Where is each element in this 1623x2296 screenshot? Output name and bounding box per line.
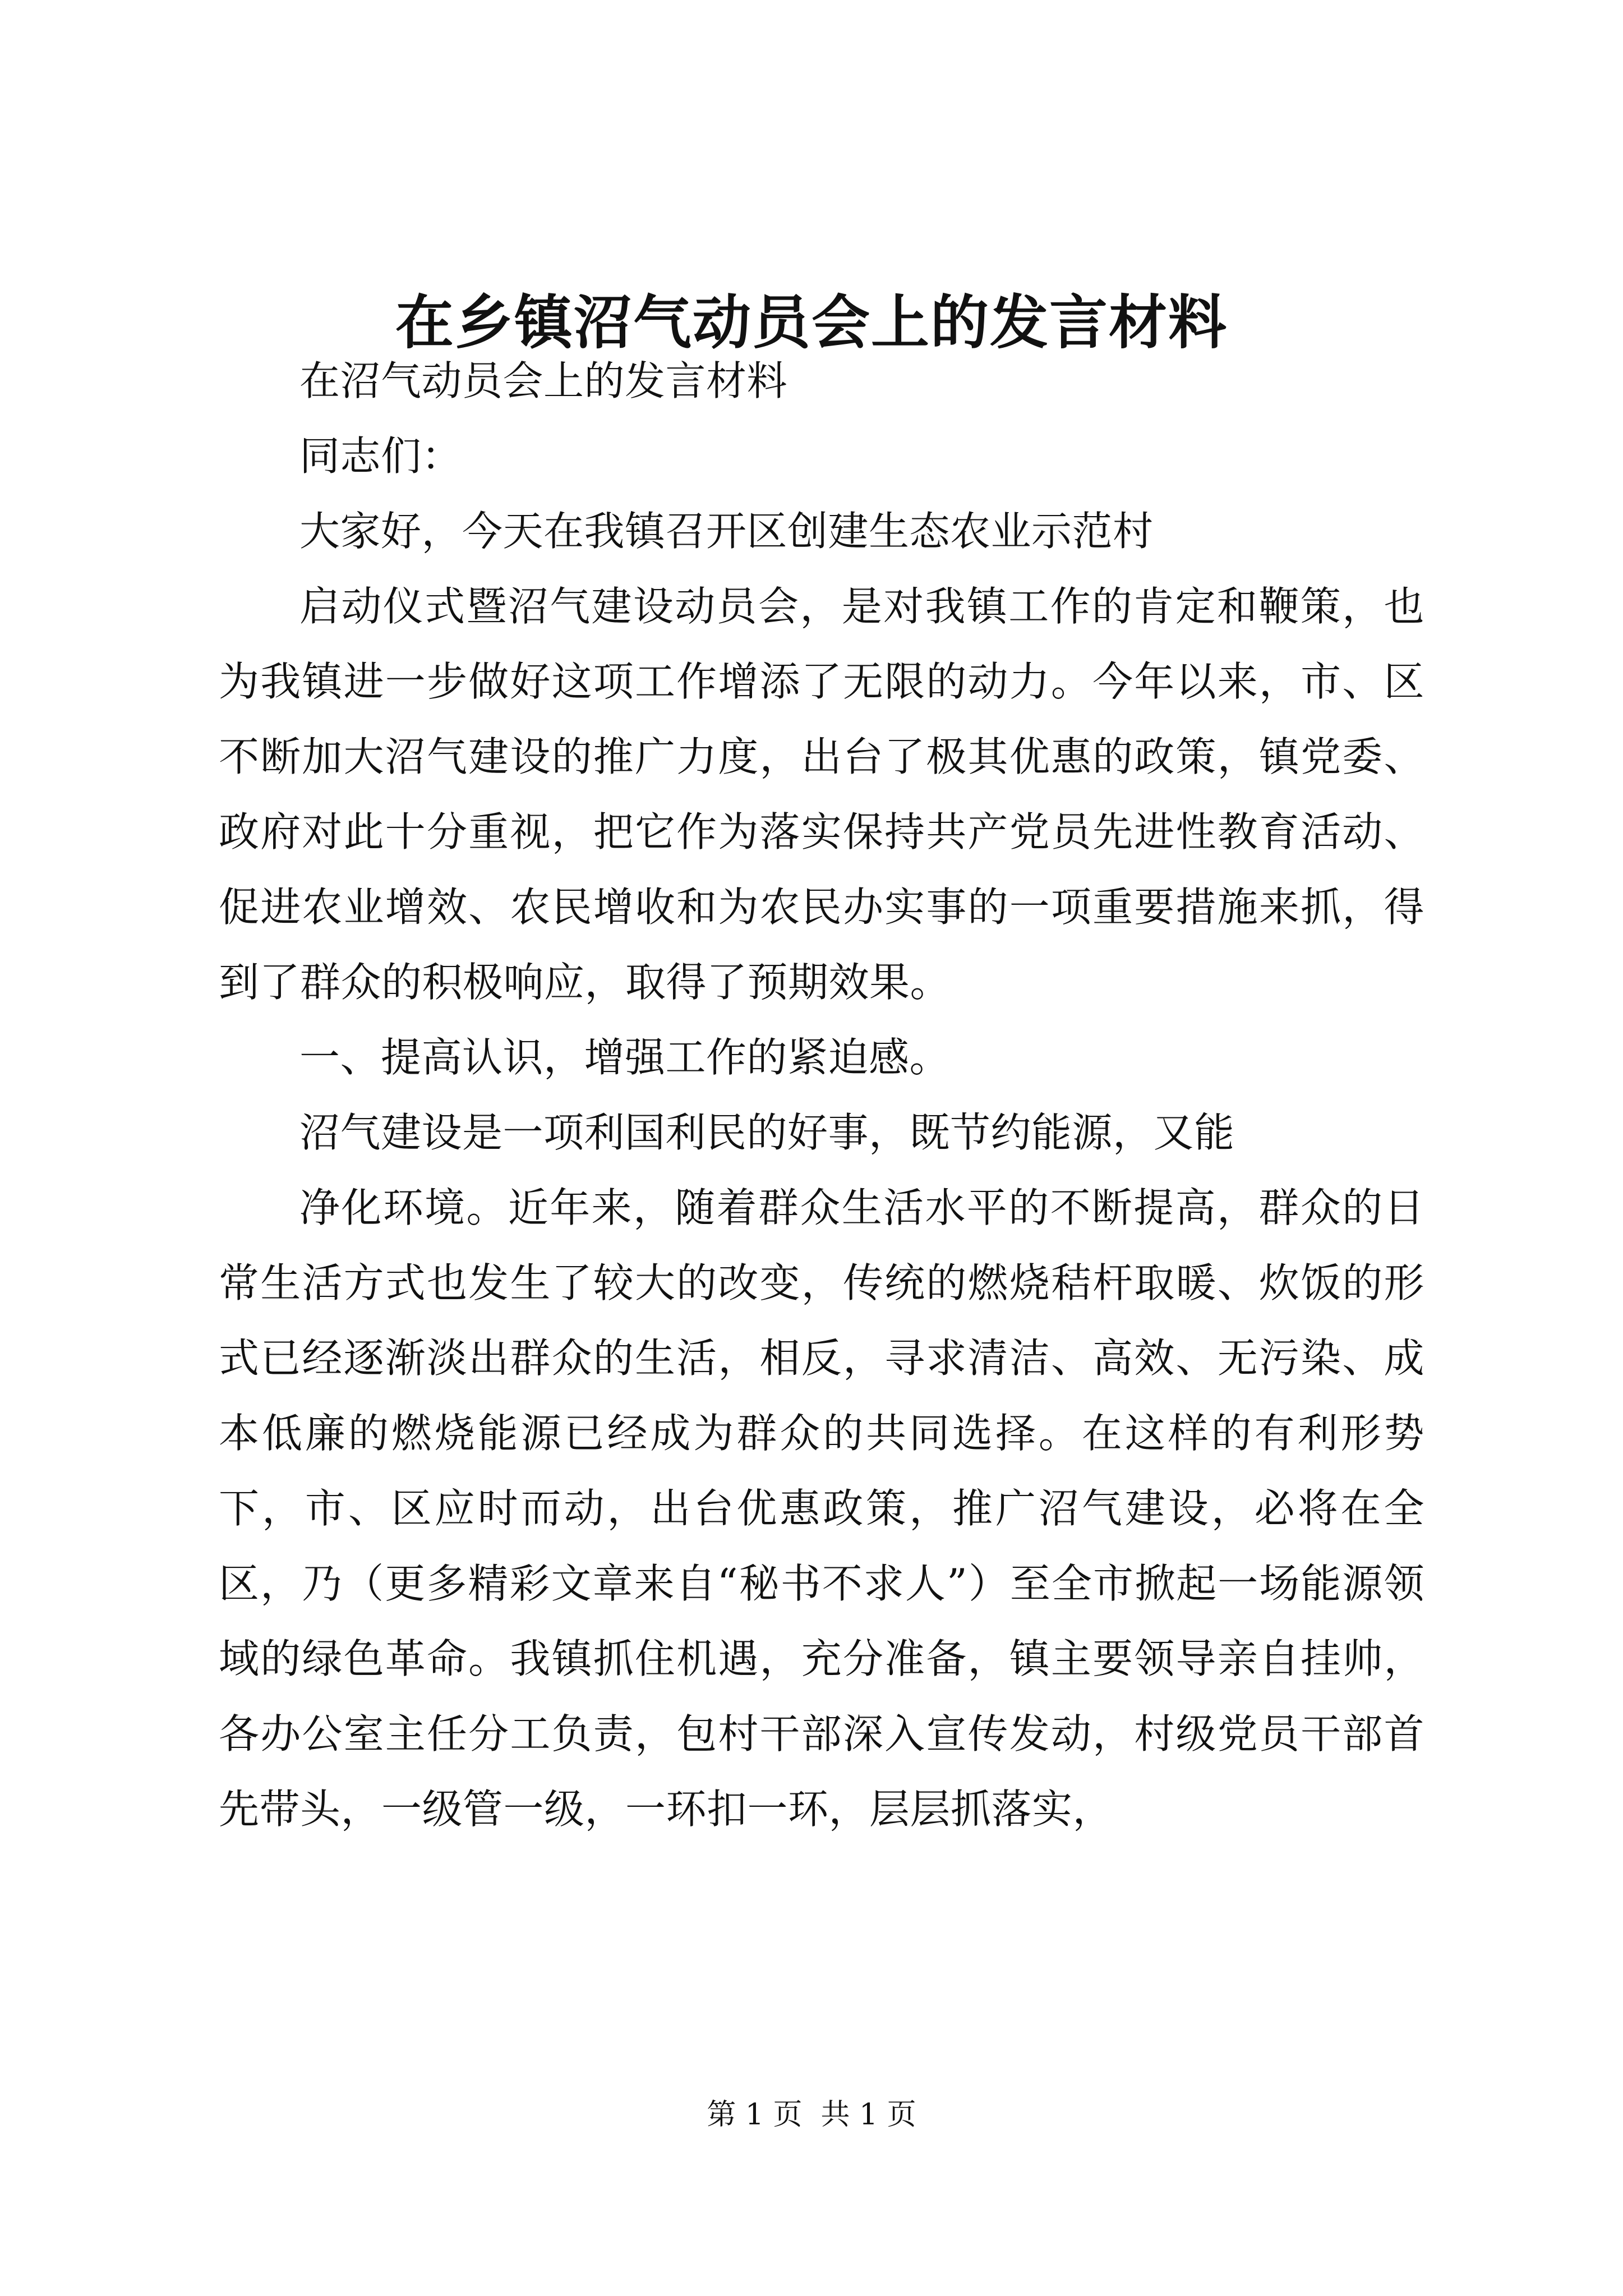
page-footer xyxy=(0,2095,1623,2134)
paragraph-subtitle: 在沼气动员会上的发言材料 xyxy=(299,357,788,404)
page-number-label: 第 1 页 共 1 页 xyxy=(707,2098,916,2132)
paragraph-section-1-body: 净化环境。近年来，随着群众生活水平的不断提高，群众的日常生活方式也发生了较大的改变，传统的燃烧秸杆取暖、炊饭的形式已经逐渐淡出群众的生活，相反，寻求清洁、高效、无污染、成本低廉的燃烧能源已经成为群众的共同选择。在这样的有利形势下，市、区应时而动，出台优惠政策，推广沼气建设，必将在全区，乃（更多精彩文章来自“秘书不求人”）至全市掀起一场能源领域的绿色革命。我镇抓住机遇，充分准备，镇主要领导亲自挂帅，各办公室主任分工负责，包村干部深入宣传发动，村级党员干部首先带头，一级管一级，一环扣一环，层层抓落实， xyxy=(219,1184,1424,1833)
document-title: 在乡镇沼气动员会上的发言材料 xyxy=(395,288,1228,357)
paragraph-section-1-lead: 沼气建设是一项利国利民的好事，既节约能源，又能 xyxy=(299,1109,1235,1156)
paragraph-salutation: 同志们： xyxy=(299,432,463,480)
document-body xyxy=(219,343,1424,1847)
paragraph-intro: 启动仪式暨沼气建设动员会，是对我镇工作的肯定和鞭策，也为我镇进一步做好这项工作增添了无限的动力。今年以来，市、区不断加大沼气建设的推广力度，出台了极其优惠的政策，镇党委、政府对此十分重视，把它作为落实保持共产党员先进性教育活动、促进农业增效、农民增收和为农民办实事的一项重要措施来抓，得到了群众的积极响应，取得了预期效果。 xyxy=(219,583,1424,1006)
paragraph-greeting: 大家好，今天在我镇召开区创建生态农业示范村 xyxy=(299,508,1154,555)
section-heading-1: 一、提高认识，增强工作的紧迫感。 xyxy=(299,1034,951,1081)
